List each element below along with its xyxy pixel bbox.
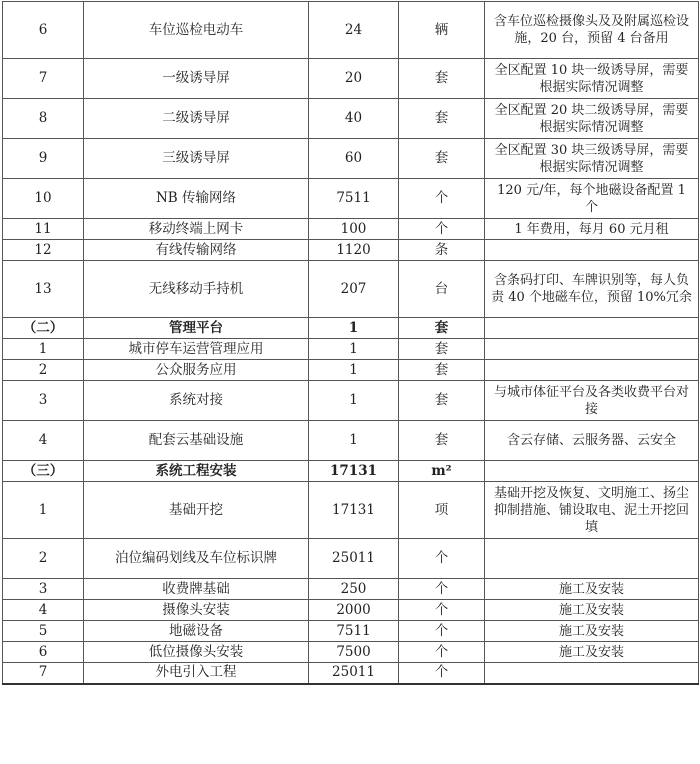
cell-note: 120 元/年，每个地磁设备配置 1 个 <box>485 179 699 219</box>
cell-unit: 个 <box>399 621 485 642</box>
cell-note: 含云存储、云服务器、云安全 <box>485 421 699 461</box>
cell-unit: 个 <box>399 600 485 621</box>
cell-item-name: 基础开挖 <box>84 482 309 539</box>
cell-note <box>485 240 699 261</box>
cell-row-number: 13 <box>3 261 84 318</box>
cell-row-number: 12 <box>3 240 84 261</box>
table-row <box>3 600 699 621</box>
cell-unit: 个 <box>399 663 485 684</box>
equipment-table <box>2 1 699 685</box>
cell-unit: 套 <box>399 139 485 179</box>
cell-note <box>485 461 699 482</box>
cell-note <box>485 339 699 360</box>
cell-quantity: 25011 <box>309 539 399 579</box>
cell-row-number: 7 <box>3 59 84 99</box>
cell-quantity: 7511 <box>309 179 399 219</box>
table-row <box>3 261 699 318</box>
cell-unit: 套 <box>399 99 485 139</box>
cell-item-name: 一级诱导屏 <box>84 59 309 99</box>
cell-row-number: 10 <box>3 179 84 219</box>
cell-item-name: 系统对接 <box>84 381 309 421</box>
cell-note: 施工及安装 <box>485 579 699 600</box>
table-row <box>3 482 699 539</box>
table-row <box>3 139 699 179</box>
cell-quantity: 7511 <box>309 621 399 642</box>
cell-item-name: 城市停车运营管理应用 <box>84 339 309 360</box>
cell-note <box>485 663 699 684</box>
table-row <box>3 642 699 663</box>
cell-quantity: 25011 <box>309 663 399 684</box>
cell-row-number: 1 <box>3 339 84 360</box>
cell-quantity: 1120 <box>309 240 399 261</box>
cell-quantity: 17131 <box>309 482 399 539</box>
cell-note: 基础开挖及恢复、文明施工、扬尘抑制措施、铺设取电、泥土开挖回填 <box>485 482 699 539</box>
table-row <box>3 461 699 482</box>
cell-unit: 个 <box>399 579 485 600</box>
table-row <box>3 240 699 261</box>
table-body <box>3 2 699 684</box>
cell-note: 全区配置 30 块三级诱导屏，需要根据实际情况调整 <box>485 139 699 179</box>
cell-item-name: 无线移动手持机 <box>84 261 309 318</box>
cell-item-name: 泊位编码划线及车位标识牌 <box>84 539 309 579</box>
cell-note: 施工及安装 <box>485 642 699 663</box>
cell-unit: 套 <box>399 59 485 99</box>
cell-quantity: 17131 <box>309 461 399 482</box>
cell-note: 施工及安装 <box>485 600 699 621</box>
cell-row-number: 8 <box>3 99 84 139</box>
table-row <box>3 339 699 360</box>
cell-item-name: 移动终端上网卡 <box>84 219 309 240</box>
table-row <box>3 179 699 219</box>
cell-row-number: （二） <box>3 318 84 339</box>
cell-row-number: 6 <box>3 2 84 59</box>
cell-item-name: 二级诱导屏 <box>84 99 309 139</box>
cell-quantity: 60 <box>309 139 399 179</box>
cell-note <box>485 539 699 579</box>
cell-row-number: 11 <box>3 219 84 240</box>
cell-row-number: （三） <box>3 461 84 482</box>
cell-quantity: 1 <box>309 339 399 360</box>
cell-note: 含车位巡检摄像头及及附属巡检设施，20 台，预留 4 台备用 <box>485 2 699 59</box>
cell-item-name: 公众服务应用 <box>84 360 309 381</box>
table-row <box>3 318 699 339</box>
cell-item-name: NB 传输网络 <box>84 179 309 219</box>
cell-unit: 个 <box>399 539 485 579</box>
cell-quantity: 207 <box>309 261 399 318</box>
cell-item-name: 摄像头安装 <box>84 600 309 621</box>
cell-row-number: 4 <box>3 600 84 621</box>
table-row <box>3 579 699 600</box>
table-row <box>3 621 699 642</box>
cell-row-number: 2 <box>3 539 84 579</box>
cell-unit: 项 <box>399 482 485 539</box>
cell-item-name: 管理平台 <box>84 318 309 339</box>
cell-note: 1 年费用，每月 60 元月租 <box>485 219 699 240</box>
cell-unit: 套 <box>399 318 485 339</box>
cell-row-number: 6 <box>3 642 84 663</box>
cell-unit: 个 <box>399 179 485 219</box>
cell-item-name: 配套云基础设施 <box>84 421 309 461</box>
cell-note: 含条码打印、车牌识别等，每人负责 40 个地磁车位，预留 10%冗余 <box>485 261 699 318</box>
cell-item-name: 车位巡检电动车 <box>84 2 309 59</box>
cell-row-number: 2 <box>3 360 84 381</box>
cell-quantity: 250 <box>309 579 399 600</box>
cell-quantity: 7500 <box>309 642 399 663</box>
cell-row-number: 9 <box>3 139 84 179</box>
cell-unit: m² <box>399 461 485 482</box>
cell-row-number: 5 <box>3 621 84 642</box>
cell-unit: 个 <box>399 642 485 663</box>
cell-quantity: 24 <box>309 2 399 59</box>
table-row <box>3 59 699 99</box>
cell-quantity: 1 <box>309 381 399 421</box>
table-row <box>3 219 699 240</box>
cell-item-name: 有线传输网络 <box>84 240 309 261</box>
cell-unit: 套 <box>399 421 485 461</box>
cell-item-name: 三级诱导屏 <box>84 139 309 179</box>
cell-quantity: 100 <box>309 219 399 240</box>
cell-quantity: 20 <box>309 59 399 99</box>
cell-unit: 台 <box>399 261 485 318</box>
table-row <box>3 2 699 59</box>
cell-note: 与城市体征平台及各类收费平台对接 <box>485 381 699 421</box>
cell-quantity: 2000 <box>309 600 399 621</box>
cell-unit: 个 <box>399 219 485 240</box>
table-row <box>3 421 699 461</box>
cell-row-number: 1 <box>3 482 84 539</box>
table-row <box>3 360 699 381</box>
cell-note: 全区配置 20 块二级诱导屏，需要根据实际情况调整 <box>485 99 699 139</box>
cell-unit: 套 <box>399 381 485 421</box>
cell-note <box>485 360 699 381</box>
cell-unit: 套 <box>399 360 485 381</box>
cell-unit: 条 <box>399 240 485 261</box>
cell-quantity: 40 <box>309 99 399 139</box>
cell-unit: 辆 <box>399 2 485 59</box>
cell-quantity: 1 <box>309 421 399 461</box>
cell-quantity: 1 <box>309 360 399 381</box>
cell-item-name: 低位摄像头安装 <box>84 642 309 663</box>
cell-row-number: 7 <box>3 663 84 684</box>
cell-quantity: 1 <box>309 318 399 339</box>
table-row <box>3 99 699 139</box>
table-row <box>3 663 699 684</box>
cell-item-name: 收费牌基础 <box>84 579 309 600</box>
table-row <box>3 381 699 421</box>
cell-item-name: 地磁设备 <box>84 621 309 642</box>
cell-note: 施工及安装 <box>485 621 699 642</box>
cell-item-name: 外电引入工程 <box>84 663 309 684</box>
cell-note: 全区配置 10 块一级诱导屏，需要根据实际情况调整 <box>485 59 699 99</box>
table-row <box>3 539 699 579</box>
cell-note <box>485 318 699 339</box>
cell-item-name: 系统工程安装 <box>84 461 309 482</box>
cell-row-number: 4 <box>3 421 84 461</box>
cell-unit: 套 <box>399 339 485 360</box>
cell-row-number: 3 <box>3 381 84 421</box>
cell-row-number: 3 <box>3 579 84 600</box>
